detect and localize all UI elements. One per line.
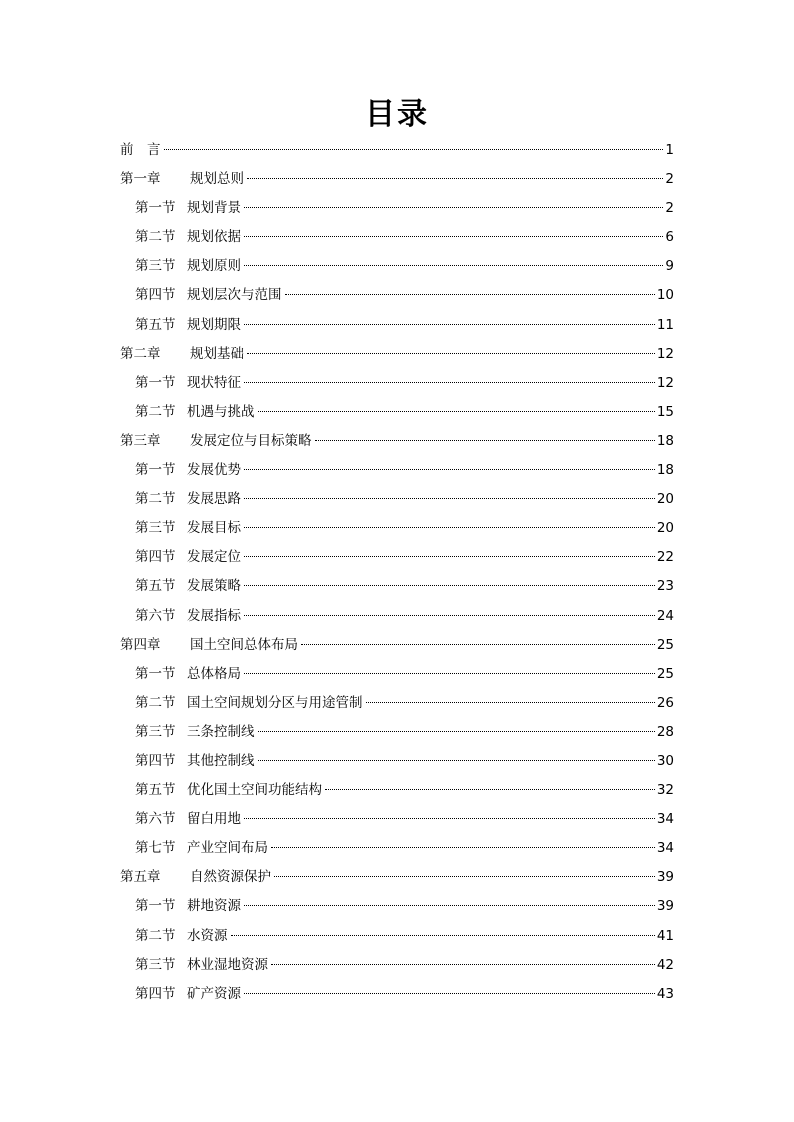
toc-dot-leader	[244, 585, 655, 586]
toc-entry-number: 第六节	[135, 607, 176, 624]
toc-entry[interactable]	[120, 863, 674, 892]
toc-page-number: 34	[656, 811, 674, 828]
toc-dot-leader	[274, 876, 655, 877]
toc-entry-title: 前 言	[120, 142, 161, 158]
toc-entry-title: 优化国土空间功能结构	[187, 782, 322, 799]
toc-entry[interactable]	[120, 631, 674, 660]
toc-page-number: 41	[656, 927, 674, 944]
toc-entry-number: 第一节	[135, 665, 176, 682]
toc-entry-title: 发展策略	[187, 578, 241, 595]
toc-dot-leader	[366, 702, 655, 703]
toc-dot-leader	[244, 993, 655, 994]
toc-entry-title: 国土空间规划分区与用途管制	[187, 694, 363, 711]
toc-page-number: 23	[656, 578, 674, 595]
toc-entry[interactable]	[120, 980, 674, 1009]
toc-entry-title: 规划期限	[187, 316, 241, 333]
toc-entry-title: 规划层次与范围	[187, 287, 282, 304]
toc-page-number: 18	[656, 462, 674, 479]
toc-dot-leader	[258, 760, 655, 761]
toc-entry[interactable]	[120, 951, 674, 980]
toc-entry[interactable]	[120, 398, 674, 427]
toc-entry[interactable]	[120, 922, 674, 951]
toc-page-number: 2	[665, 171, 674, 188]
toc-page-number: 15	[656, 403, 674, 420]
toc-entry-number: 第一章	[120, 171, 161, 188]
toc-entry[interactable]	[120, 252, 674, 281]
toc-page-number: 24	[656, 607, 674, 624]
toc-dot-leader	[244, 615, 655, 616]
toc-entry-number: 第一节	[135, 898, 176, 915]
toc-entry-title: 水资源	[187, 927, 228, 944]
toc-entry-number: 第二节	[135, 694, 176, 711]
toc-entry-title: 矿产资源	[187, 985, 241, 1002]
toc-entry[interactable]	[120, 456, 674, 485]
toc-dot-leader	[244, 265, 663, 266]
toc-page-number: 1	[665, 142, 674, 158]
toc-entry[interactable]	[120, 427, 674, 456]
toc-page-number: 12	[656, 345, 674, 362]
page-title: 目录	[365, 97, 429, 132]
toc-entry[interactable]	[120, 369, 674, 398]
toc-entry-number: 第三节	[135, 723, 176, 740]
toc-entry[interactable]	[120, 136, 674, 165]
toc-entry[interactable]	[120, 892, 674, 921]
toc-entry[interactable]	[120, 660, 674, 689]
toc-dot-leader	[315, 440, 655, 441]
toc-entry-number: 第二节	[135, 403, 176, 420]
toc-dot-leader	[301, 644, 655, 645]
toc-entry[interactable]	[120, 340, 674, 369]
toc-entry-title: 发展优势	[187, 462, 241, 479]
toc-page-number: 42	[656, 956, 674, 973]
toc-entry-number: 第四章	[120, 636, 161, 653]
toc-dot-leader	[258, 731, 655, 732]
toc-entry[interactable]	[120, 543, 674, 572]
toc-entry-number: 第三节	[135, 258, 176, 275]
toc-entry-title: 现状特征	[187, 374, 241, 391]
toc-dot-leader	[244, 673, 655, 674]
toc-page-number: 2	[665, 200, 674, 217]
toc-entry-title: 产业空间布局	[187, 840, 268, 857]
toc-page-number: 30	[656, 752, 674, 769]
toc-entry[interactable]	[120, 718, 674, 747]
toc-entry[interactable]	[120, 281, 674, 310]
toc-entry-number: 第五节	[135, 316, 176, 333]
toc-entry-number: 第二节	[135, 491, 176, 508]
toc-entry-number: 第一节	[135, 374, 176, 391]
toc-entry-title: 耕地资源	[187, 898, 241, 915]
toc-page-number: 22	[656, 549, 674, 566]
toc-page-number: 39	[656, 898, 674, 915]
toc-entry-number: 第四节	[135, 549, 176, 566]
toc-dot-leader	[271, 964, 655, 965]
toc-dot-leader	[244, 556, 655, 557]
toc-entry-title: 三条控制线	[187, 723, 255, 740]
toc-dot-leader	[244, 818, 655, 819]
toc-entry-number: 第三章	[120, 432, 161, 449]
toc-dot-leader	[244, 905, 655, 906]
toc-entry[interactable]	[120, 311, 674, 340]
toc-entry[interactable]	[120, 165, 674, 194]
toc-entry-title: 国土空间总体布局	[190, 636, 298, 653]
toc-page-number: 9	[665, 258, 674, 275]
toc-page-number: 26	[656, 694, 674, 711]
toc-dot-leader	[271, 847, 655, 848]
toc-entry-number: 第六节	[135, 811, 176, 828]
toc-entry-title: 留白用地	[187, 811, 241, 828]
table-of-contents	[120, 136, 674, 1009]
toc-entry-number: 第二章	[120, 345, 161, 362]
toc-page-number: 18	[656, 432, 674, 449]
toc-entry-number: 第一节	[135, 462, 176, 479]
toc-entry-title: 规划背景	[187, 200, 241, 217]
toc-dot-leader	[231, 935, 655, 936]
toc-entry-number: 第二节	[135, 229, 176, 246]
toc-entry[interactable]	[120, 747, 674, 776]
toc-entry[interactable]	[120, 776, 674, 805]
toc-entry[interactable]	[120, 514, 674, 543]
toc-dot-leader	[244, 324, 655, 325]
toc-dot-leader	[244, 236, 663, 237]
toc-entry-title: 发展目标	[187, 520, 241, 537]
toc-entry-number: 第二节	[135, 927, 176, 944]
toc-entry[interactable]	[120, 572, 674, 601]
toc-page-number: 34	[656, 840, 674, 857]
toc-entry-number: 第五章	[120, 869, 161, 886]
toc-page-number: 20	[656, 491, 674, 508]
toc-entry-title: 规划基础	[190, 345, 244, 362]
toc-entry-number: 第四节	[135, 752, 176, 769]
toc-entry[interactable]	[120, 602, 674, 631]
toc-entry-number: 第四节	[135, 287, 176, 304]
toc-dot-leader	[258, 411, 655, 412]
toc-entry-title: 发展指标	[187, 607, 241, 624]
toc-dot-leader	[164, 149, 664, 150]
toc-entry-title: 发展思路	[187, 491, 241, 508]
toc-page-number: 20	[656, 520, 674, 537]
toc-dot-leader	[247, 178, 663, 179]
toc-page-number: 11	[656, 316, 674, 333]
toc-dot-leader	[285, 294, 655, 295]
toc-entry-title: 其他控制线	[187, 752, 255, 769]
toc-page-number: 39	[656, 869, 674, 886]
toc-dot-leader	[244, 527, 655, 528]
toc-entry-title: 自然资源保护	[190, 869, 271, 886]
toc-page-number: 25	[656, 636, 674, 653]
toc-entry[interactable]	[120, 223, 674, 252]
toc-page-number: 10	[656, 287, 674, 304]
toc-entry-title: 总体格局	[187, 665, 241, 682]
toc-entry-title: 规划依据	[187, 229, 241, 246]
toc-dot-leader	[244, 207, 663, 208]
toc-entry-number: 第三节	[135, 956, 176, 973]
toc-entry-number: 第五节	[135, 782, 176, 799]
toc-entry-title: 规划原则	[187, 258, 241, 275]
toc-dot-leader	[244, 498, 655, 499]
toc-entry-number: 第三节	[135, 520, 176, 537]
toc-entry[interactable]	[120, 834, 674, 863]
toc-entry-title: 发展定位	[187, 549, 241, 566]
toc-dot-leader	[247, 353, 655, 354]
toc-dot-leader	[244, 382, 655, 383]
toc-entry[interactable]	[120, 689, 674, 718]
toc-entry-number: 第五节	[135, 578, 176, 595]
toc-entry-title: 机遇与挑战	[187, 403, 255, 420]
toc-dot-leader	[325, 789, 655, 790]
toc-dot-leader	[244, 469, 655, 470]
toc-entry[interactable]	[120, 194, 674, 223]
toc-page-number: 25	[656, 665, 674, 682]
toc-entry-title: 规划总则	[190, 171, 244, 188]
toc-page-number: 43	[656, 985, 674, 1002]
toc-page-number: 32	[656, 782, 674, 799]
toc-entry-number: 第四节	[135, 985, 176, 1002]
toc-entry-title: 林业湿地资源	[187, 956, 268, 973]
toc-page-number: 28	[656, 723, 674, 740]
toc-entry-number: 第一节	[135, 200, 176, 217]
toc-entry-number: 第七节	[135, 840, 176, 857]
toc-entry[interactable]	[120, 485, 674, 514]
toc-page-number: 12	[656, 374, 674, 391]
toc-entry-title: 发展定位与目标策略	[190, 432, 312, 449]
toc-entry[interactable]	[120, 805, 674, 834]
toc-page-number: 6	[665, 229, 674, 246]
